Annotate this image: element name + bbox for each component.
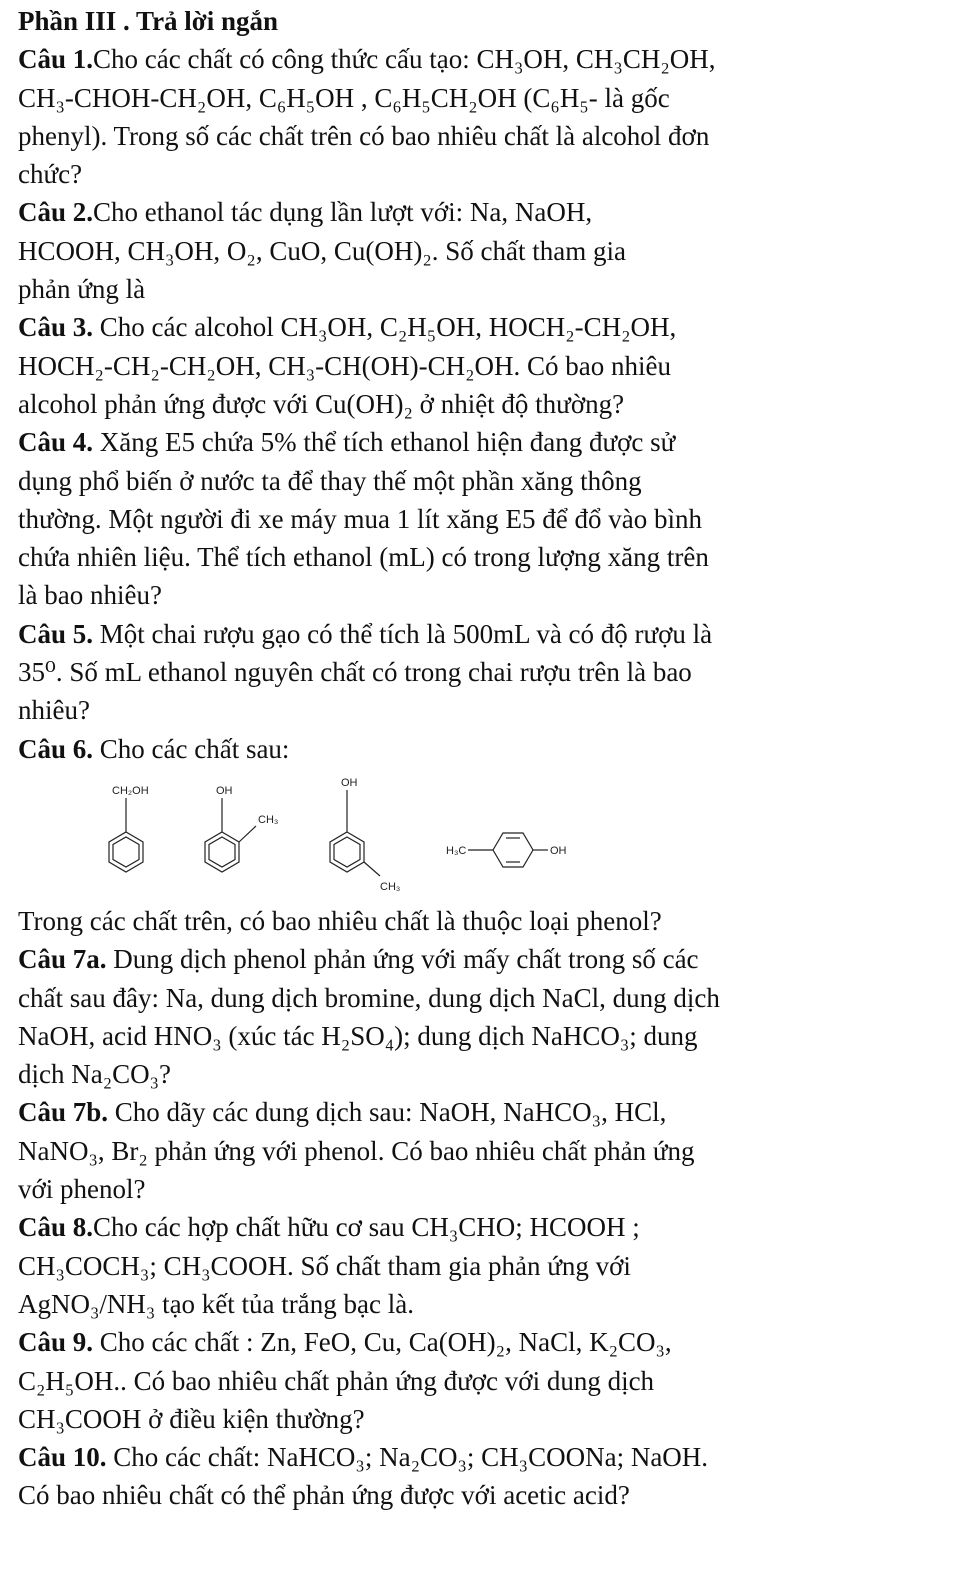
question-line <box>18 40 941 78</box>
benzene-ring-inner <box>113 837 139 867</box>
question-text: Cho các hợp chất hữu cơ sau CH₃CHO; HCOOH ; <box>93 1212 640 1243</box>
benzene-ring-inner <box>334 837 360 867</box>
structures-svg <box>18 770 658 902</box>
question-line: chức? <box>18 159 83 190</box>
question-text: Dung dịch phenol phản ứng với mấy chất trong số các <box>106 944 699 975</box>
question-line: dụng phổ biến ở nước ta để thay thế một phần xăng thông <box>18 465 642 496</box>
question-line: với phenol? <box>18 1174 146 1205</box>
question-line <box>18 940 941 978</box>
question-line: là bao nhiêu? <box>18 580 162 611</box>
question-label: Câu 3. <box>18 312 94 343</box>
question-line <box>18 1208 941 1246</box>
question-line <box>18 730 941 768</box>
question-text: Một chai rượu gạo có thể tích là 500mL và có độ rượu là <box>93 618 713 649</box>
question-4 <box>18 423 941 614</box>
substituent-label: CH₃ <box>258 813 279 826</box>
question-line: nhiêu? <box>18 695 90 726</box>
question-label: Câu 7b. <box>18 1097 109 1128</box>
question-5 <box>18 615 941 730</box>
p-cresol-structure <box>446 833 567 867</box>
question-line <box>18 615 941 653</box>
question-line: chứa nhiên liệu. Thể tích ethanol (mL) có trong lượng xăng trên <box>18 542 709 573</box>
question-line <box>18 1093 941 1131</box>
question-line: 35⁰. Số mL ethanol nguyên chất có trong chai rượu trên là bao <box>18 657 692 688</box>
question-line <box>18 193 941 231</box>
question-text: Cho các chất: NaHCO₃; Na₂CO₃; CH₃COONa; NaOH. <box>106 1442 709 1473</box>
question-line <box>18 1438 941 1476</box>
question-3 <box>18 308 941 423</box>
question-text: Cho các alcohol CH₃OH, C₂H₅OH, HOCH₂-CH₂OH, <box>93 312 677 343</box>
substituent-label: OH <box>216 784 233 797</box>
question-text: Cho ethanol tác dụng lần lượt với: Na, NaOH, <box>93 197 593 228</box>
question-line: CH₃COCH₃; CH₃COOH. Số chất tham gia phản ứng với <box>18 1250 631 1281</box>
question-label: Câu 1. <box>18 44 94 75</box>
question-line: Có bao nhiêu chất có thể phản ứng được với acetic acid? <box>18 1480 630 1511</box>
question-7b <box>18 1093 941 1208</box>
o-cresol-structure <box>205 785 278 872</box>
substituent-label: OH <box>550 844 567 857</box>
question-label: Câu 7a. <box>18 944 107 975</box>
question-line: dịch Na₂CO₃? <box>18 1059 172 1090</box>
question-line: C₂H₅OH.. Có bao nhiêu chất phản ứng được với dung dịch <box>18 1365 655 1396</box>
benzyl-alcohol-structure <box>109 785 149 872</box>
question-1 <box>18 40 941 193</box>
question-8 <box>18 1208 941 1323</box>
m-cresol-structure <box>330 777 400 893</box>
question-line: NaNO₃, Br₂ phản ứng với phenol. Có bao nhiêu chất phản ứng <box>18 1135 695 1166</box>
question-9 <box>18 1323 941 1438</box>
question-text: Cho các chất : Zn, FeO, Cu, Ca(OH)₂, NaCl, K₂CO₃, <box>93 1327 672 1358</box>
question-label: Câu 5. <box>18 618 94 649</box>
question-line: Trong các chất trên, có bao nhiêu chất là thuộc loại phenol? <box>18 905 662 936</box>
question-label: Câu 10. <box>18 1442 107 1473</box>
structure-figures <box>18 770 941 902</box>
question-line: phenyl). Trong số các chất trên có bao nhiêu chất là alcohol đơn <box>18 120 710 151</box>
question-line: CH₃COOH ở điều kiện thường? <box>18 1403 365 1434</box>
question-6 <box>18 730 941 941</box>
benzene-ring <box>109 832 143 872</box>
question-label: Câu 8. <box>18 1212 94 1243</box>
question-label: Câu 6. <box>18 733 94 764</box>
question-line: HCOOH, CH₃OH, O₂, CuO, Cu(OH)₂. Số chất tham gia <box>18 235 626 266</box>
substituent-label: CH₂OH <box>112 784 149 797</box>
bond-line <box>364 862 380 876</box>
question-label: Câu 4. <box>18 427 94 458</box>
question-text: Cho các chất sau: <box>93 733 290 764</box>
benzene-ring-inner <box>209 837 235 867</box>
benzene-ring <box>330 832 364 872</box>
substituent-label: OH <box>341 776 358 789</box>
question-text: Cho dãy các dung dịch sau: NaOH, NaHCO₃, HCl, <box>108 1097 667 1128</box>
question-2 <box>18 193 941 308</box>
question-line: AgNO₃/NH₃ tạo kết tủa trắng bạc là. <box>18 1288 414 1319</box>
question-text: Cho các chất có công thức cấu tạo: CH₃OH, CH₃CH₂OH, <box>93 44 716 75</box>
question-line: phản ứng là <box>18 274 146 305</box>
bond-line <box>239 826 256 842</box>
question-line <box>18 423 941 461</box>
question-line: HOCH₂-CH₂-CH₂OH, CH₃-CH(OH)-CH₂OH. Có bao nhiêu <box>18 350 672 381</box>
question-label: Câu 9. <box>18 1327 94 1358</box>
substituent-label: CH₃ <box>380 880 401 893</box>
question-line: CH₃-CHOH-CH₂OH, C₆H₅OH , C₆H₅CH₂OH (C₆H₅- là gốc <box>18 82 670 113</box>
question-label: Câu 2. <box>18 197 94 228</box>
benzene-ring <box>205 832 239 872</box>
question-10 <box>18 1438 941 1515</box>
section-heading: Phần III . Trả lời ngắn <box>18 6 279 36</box>
question-line: alcohol phản ứng được với Cu(OH)₂ ở nhiệt độ thường? <box>18 388 625 419</box>
question-line <box>18 1323 941 1361</box>
question-7a <box>18 940 941 1093</box>
question-line <box>18 308 941 346</box>
question-line: thường. Một người đi xe máy mua 1 lít xăng E5 để đổ vào bình <box>18 503 702 534</box>
substituent-label: H₃C <box>446 844 467 857</box>
question-line: chất sau đây: Na, dung dịch bromine, dung dịch NaCl, dung dịch <box>18 982 720 1013</box>
question-text: Xăng E5 chứa 5% thể tích ethanol hiện đang được sử <box>93 427 676 458</box>
question-line: NaOH, acid HNO₃ (xúc tác H₂SO₄); dung dịch NaHCO₃; dung <box>18 1020 698 1051</box>
